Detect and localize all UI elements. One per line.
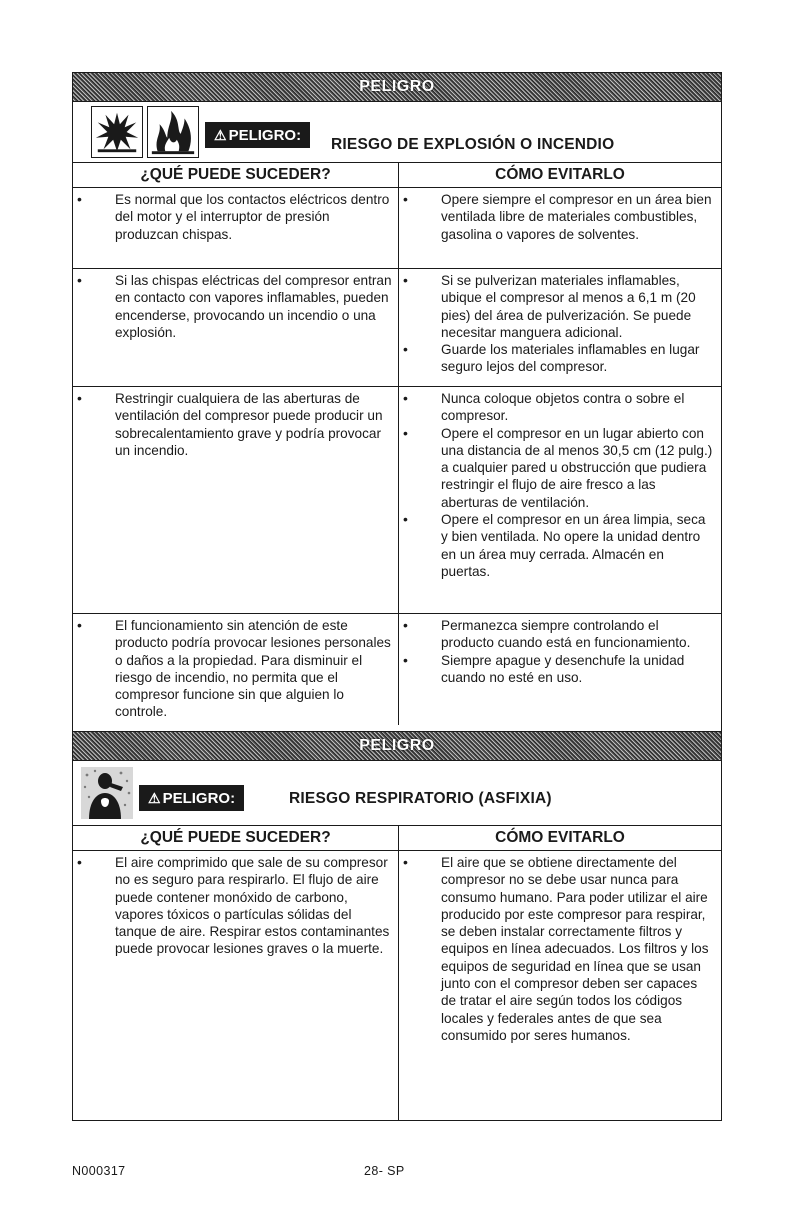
prevention-text: Siempre apague y desenchufe la unidad cuando no esté en uso. — [441, 652, 685, 685]
danger-badge-label: PELIGRO: — [162, 790, 236, 807]
page-number: 28- SP — [364, 1164, 405, 1178]
document-code: N000317 — [72, 1164, 126, 1178]
prevention-cell — [399, 188, 721, 268]
bullet-icon: • — [77, 272, 82, 288]
prevention-text: Guarde los materiales inflamables en lugar seguro lejos del compresor. — [441, 342, 700, 375]
hazard-cell — [73, 269, 399, 386]
prevention-text: Permanezca siempre controlando el producto cuando está en funcionamiento. — [441, 618, 691, 651]
hazard-row — [73, 851, 721, 1121]
bullet-icon: • — [403, 191, 408, 207]
column-headers — [73, 163, 721, 188]
prevention-text: Si se pulverizan materiales inflamables, ubique el compresor al menos a 6,1 m (20 pies) del área de pulverización. Se puede necesitar manguera adicional. — [441, 273, 696, 340]
hazard-cell — [73, 614, 399, 725]
danger-banner-label: PELIGRO — [359, 78, 435, 95]
prevention-cell — [399, 269, 721, 386]
hazard-title: RIESGO DE EXPLOSIÓN O INCENDIO — [331, 136, 615, 153]
column-header-how-to-avoid: CÓMO EVITARLO — [495, 829, 625, 846]
bullet-icon: • — [403, 341, 408, 358]
bullet-icon: • — [403, 424, 408, 441]
column-header-what-can-happen: ¿QUÉ PUEDE SUCEDER? — [73, 826, 399, 850]
column-headers — [73, 826, 721, 851]
hazard-row — [73, 269, 721, 387]
danger-badge-label: PELIGRO: — [228, 127, 302, 144]
fire-icon — [147, 106, 199, 158]
bullet-icon: • — [77, 191, 82, 207]
hazard-title: RIESGO RESPIRATORIO (ASFIXIA) — [289, 790, 552, 807]
prevention-text: Opere el compresor en un lugar abierto con una distancia de al menos 30,5 cm (12 pulg.) a cualquier pared u obstrucción que pudiera restringir el flujo de aire fresco a las aberturas de ventilación. — [441, 425, 713, 510]
hazard-text: El aire comprimido que sale de su compresor no es seguro para respirarlo. El flujo de aire puede contener monóxido de carbono, vapores tóxicos o partículas sólidas del tanque de aire. Respirar estos contaminantes puede provocar lesiones graves o la muerte. — [115, 855, 390, 957]
explosion-fire-warning-section — [72, 72, 722, 732]
hazard-row — [73, 614, 721, 725]
bullet-icon: • — [403, 651, 408, 668]
danger-banner-label: PELIGRO — [359, 737, 435, 754]
prevention-cell — [399, 851, 721, 1121]
hazard-text: Si las chispas eléctricas del compresor entran en contacto con vapores inflamables, pueden encenderse, provocando un incendio o una explosión. — [115, 273, 392, 340]
respiratory-warning-section — [72, 731, 722, 1121]
bullet-icon: • — [403, 511, 408, 528]
prevention-text: Opere el compresor en un área limpia, seca y bien ventilada. No opere la unidad dentro en un área muy cerrada. Almacén en puertas. — [441, 512, 706, 579]
bullet-icon: • — [403, 390, 408, 406]
bullet-icon: • — [77, 390, 82, 406]
hazard-text: Es normal que los contactos eléctricos dentro del motor y el interruptor de presión produzcan chispas. — [115, 192, 390, 242]
hazard-text: El funcionamiento sin atención de este producto podría provocar lesiones personales o daños a la propiedad. Para disminuir el riesgo de incendio, no permita que el compresor funcione sin que alguien lo controle. — [115, 618, 391, 720]
hazard-row — [73, 188, 721, 269]
bullet-icon: • — [77, 854, 82, 870]
hazard-title-row — [73, 761, 721, 826]
bullet-icon: • — [403, 617, 408, 633]
warning-triangle-icon: ⚠ — [148, 790, 161, 806]
hazard-text: Restringir cualquiera de las aberturas de ventilación del compresor puede producir un sobrecalentamiento grave y podría provocar un incendio. — [115, 391, 383, 458]
danger-banner — [73, 73, 721, 102]
hazard-title-row — [73, 102, 721, 163]
bullet-icon: • — [403, 854, 408, 870]
prevention-cell — [399, 614, 721, 725]
bullet-icon: • — [403, 272, 408, 288]
danger-badge — [139, 785, 244, 811]
hazard-cell — [73, 188, 399, 268]
column-header-how-to-avoid: CÓMO EVITARLO — [495, 166, 625, 183]
prevention-text: Nunca coloque objetos contra o sobre el compresor. — [441, 391, 685, 424]
hazard-cell — [73, 387, 399, 613]
hazard-cell — [73, 851, 399, 1121]
hazard-row — [73, 387, 721, 614]
warning-triangle-icon: ⚠ — [214, 127, 227, 143]
danger-badge — [205, 122, 310, 148]
explosion-icon — [91, 106, 143, 158]
prevention-cell — [399, 387, 721, 613]
prevention-text: El aire que se obtiene directamente del compresor no se debe usar nunca para consumo humano. Para poder utilizar el aire producido por este compresor para respirar, se deben instalar correctamente filtros y equipos en línea adecuados. Los filtros y los equipos de seguridad en línea que se usan junto con el compresor deben ser capaces de tratar el aire según todos los códigos locales y federales antes de que sea consumido por seres humanos. — [441, 855, 709, 1043]
danger-banner — [73, 732, 721, 761]
respiratory-hazard-icon — [81, 767, 133, 819]
bullet-icon: • — [77, 617, 82, 633]
prevention-text: Opere siempre el compresor en un área bien ventilada libre de materiales combustibles, gasolina o vapores de solventes. — [441, 192, 712, 242]
column-header-what-can-happen: ¿QUÉ PUEDE SUCEDER? — [73, 163, 399, 187]
